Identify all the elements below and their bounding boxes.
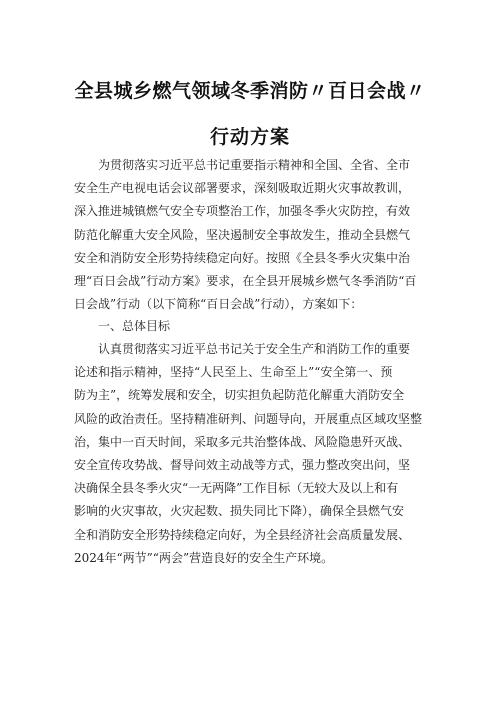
section-1-line: 影响的火灾事故，火灾起数、损失同比下降），确保全县燃气安 xyxy=(74,504,405,519)
section-1-paragraph xyxy=(74,338,432,570)
section-1-line: 2024年“两节”“两会”营造良好的安全生产环境。 xyxy=(74,550,334,565)
section-1-line: 论述和指示精神，坚持“人民至上、生命至上”“安全第一、预 xyxy=(74,365,393,380)
intro-line: 防范化解重大安全风险，坚决遏制安全事故发生，推动全县燃气 xyxy=(74,227,411,242)
section-heading xyxy=(74,315,432,338)
section-1-line: 认真贯彻落实习近平总书记关于安全生产和消防工作的重要 xyxy=(98,342,411,356)
intro-line: 安全和消防安全形势持续稳定向好。按照《全县冬季火灾集中治 xyxy=(74,250,411,265)
section-1-line: 安全宣传攻势战、督导问效主动战等方式，强力整改突出问，坚 xyxy=(74,458,411,473)
section-1-heading: 一、总体目标 xyxy=(98,319,171,333)
intro-line: 安全生产电视电话会议部署要求，深刻吸取近期火灾事故教训， xyxy=(74,181,411,196)
section-1-line: 决确保全县冬季火灾“一无两降”工作目标（无较大及以上和有 xyxy=(74,481,399,496)
document-title-line-1: 全县城乡燃气领域冬季消防〃百日会战〃 xyxy=(74,80,426,102)
intro-line: 理“百日会战”行动方案》要求，在全县开展城乡燃气冬季消防“百 xyxy=(74,274,417,289)
document-title-line-2: 行动方案 xyxy=(209,126,290,148)
intro-line: 深入推进城镇燃气安全专项整治工作，加强冬季火灾防控，有效 xyxy=(74,204,411,219)
section-1-line: 风险的政治责任。坚持精准研判、问题导向，开展重点区域攻坚整 xyxy=(74,411,423,426)
section-1-line: 全和消防安全形势持续稳定向好，为全县经济社会高质量发展、 xyxy=(74,527,411,542)
intro-line: 为贯彻落实习近平总书记重要指示精神和全国、全省、全市 xyxy=(98,158,411,172)
intro-paragraph xyxy=(74,154,432,316)
section-1-line: 治，集中一百天时间，采取多元共治整体战、风险隐患歼灭战、 xyxy=(74,434,411,449)
section-1-line: 防为主”，统筹发展和安全，切实担负起防范化解重大消防安全 xyxy=(74,388,405,403)
intro-line: 日会战”行动（以下简称“百日会战”行动），方案如下： xyxy=(74,297,363,312)
